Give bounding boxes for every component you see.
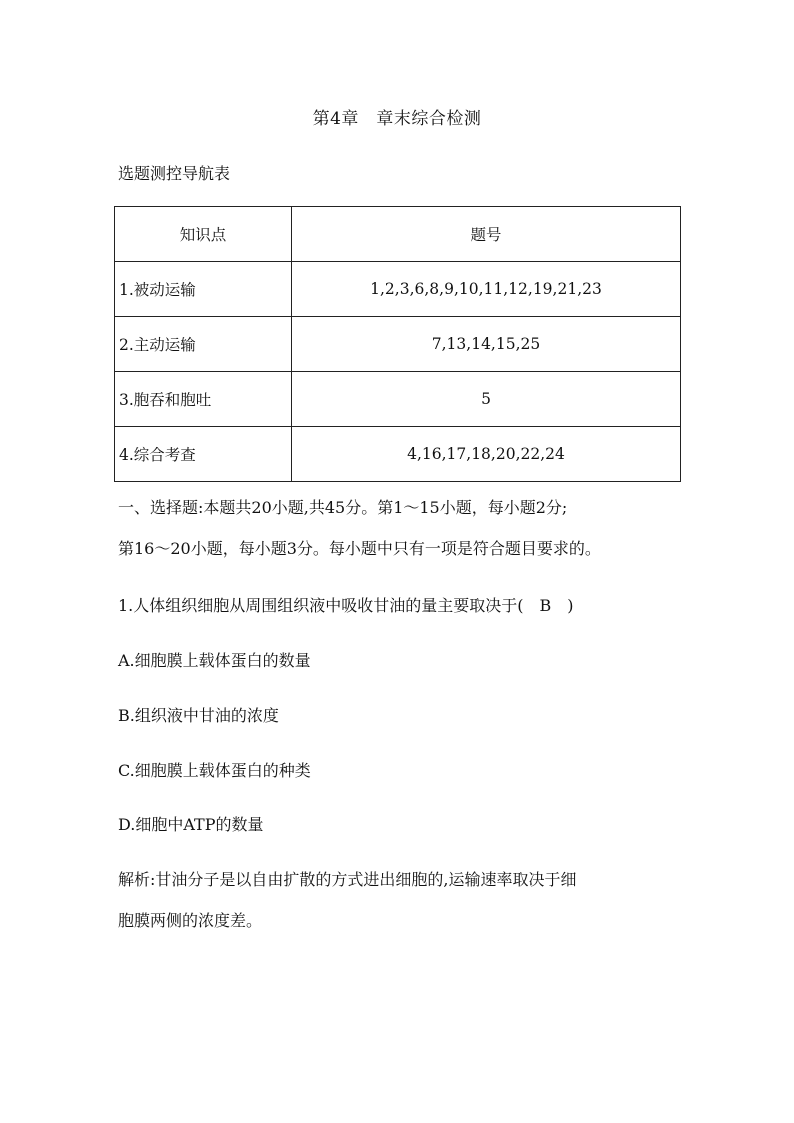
question-1-stem: 1.人体组织细胞从周围组织液中吸收甘油的量主要取决于( B ) — [118, 596, 574, 615]
section-instructions-line-2: 第16～20小题，每小题3分。每小题中只有一项是符合题目要求的。 — [118, 539, 601, 558]
table-row — [115, 262, 681, 317]
table-cell-questions: 5 — [292, 372, 681, 427]
question-1-option-d: D.细胞中ATP的数量 — [118, 815, 264, 834]
table-cell-topic: 4.综合考查 — [115, 427, 292, 482]
table-cell-topic: 3.胞吞和胞吐 — [115, 372, 292, 427]
question-1-option-b: B.组织液中甘油的浓度 — [118, 706, 279, 725]
table-row — [115, 372, 681, 427]
section-instructions-line-1: 一、选择题:本题共20小题,共45分。第1～15小题，每小题2分; — [118, 498, 568, 517]
question-1-analysis-line-1: 解析:甘油分子是以自由扩散的方式进出细胞的,运输速率取决于细 — [118, 870, 577, 889]
table-cell-questions: 7,13,14,15,25 — [292, 317, 681, 372]
table-header-row — [115, 207, 681, 262]
table-cell-topic: 1.被动运输 — [115, 262, 292, 317]
question-1-option-c: C.细胞膜上载体蛋白的种类 — [118, 761, 311, 780]
table-row — [115, 427, 681, 482]
table-cell-questions: 4,16,17,18,20,22,24 — [292, 427, 681, 482]
nav-table-heading: 选题测控导航表 — [118, 164, 231, 183]
page-title: 第4章 章末综合检测 — [312, 109, 482, 129]
question-1-analysis-line-2: 胞膜两侧的浓度差。 — [118, 911, 263, 930]
table-cell-questions: 1,2,3,6,8,9,10,11,12,19,21,23 — [292, 262, 681, 317]
table-row — [115, 317, 681, 372]
table-cell-topic: 2.主动运输 — [115, 317, 292, 372]
question-navigation-table — [114, 206, 681, 482]
question-1-option-a: A.细胞膜上载体蛋白的数量 — [118, 651, 311, 670]
header-knowledge-point: 知识点 — [115, 207, 292, 262]
header-question-numbers: 题号 — [292, 207, 681, 262]
